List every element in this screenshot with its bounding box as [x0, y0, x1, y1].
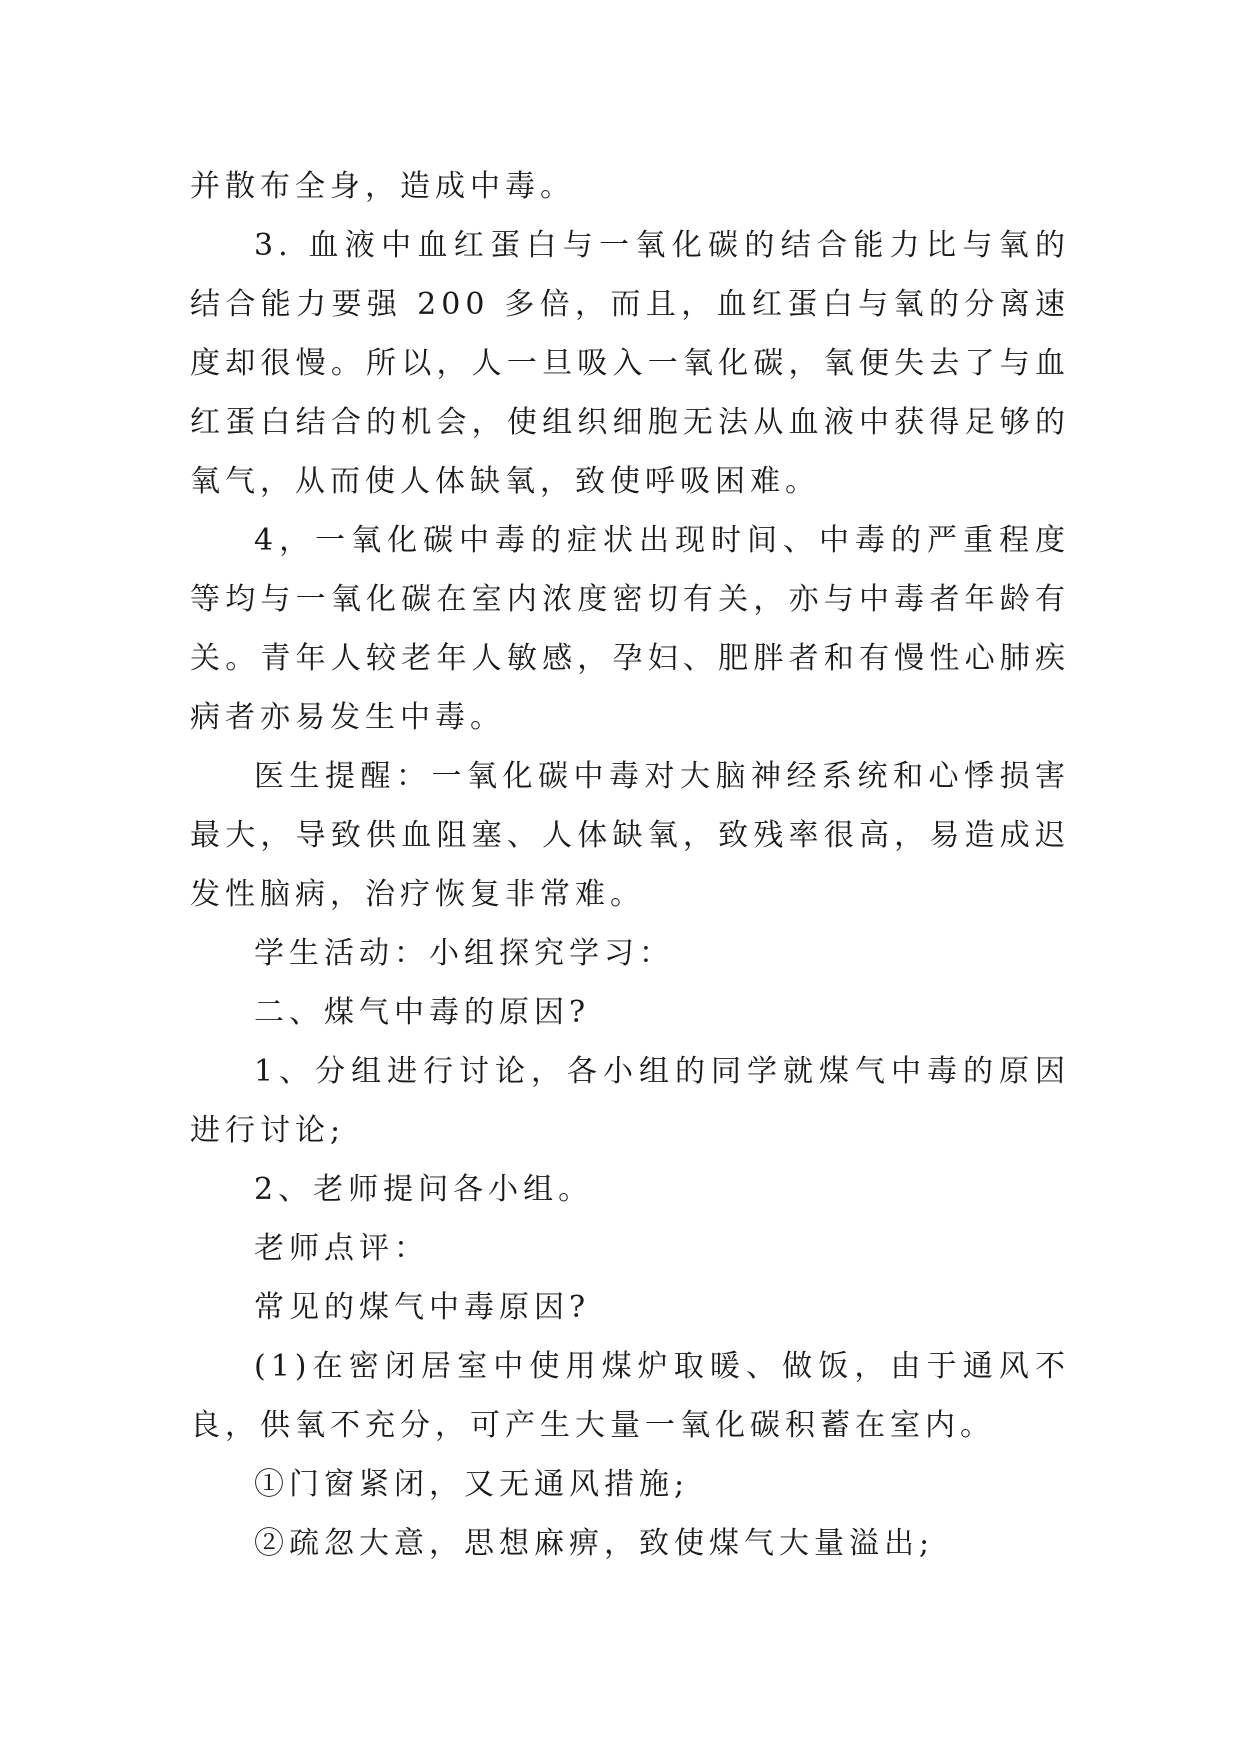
paragraph-teacher-comment: 老师点评：: [254, 1231, 429, 1266]
paragraph-doctor-reminder: 医生提醒：一氧化碳中毒对大脑神经系统和心悸损害最大，导致供血阻塞、人体缺氧，致残率很高，易造成迟发性脑病，治疗恢复非常难。: [190, 759, 1070, 912]
list-item-circled-1: ①门窗紧闭，又无通风措施;: [254, 1467, 690, 1502]
paragraph-step-1: 1、分组进行讨论，各小组的同学就煤气中毒的原因进行讨论;: [190, 1054, 1070, 1148]
list-item-circled-2: ②疏忽大意，思想麻痹，致使煤气大量溢出;: [254, 1526, 935, 1561]
paragraph-point-4: 4，一氧化碳中毒的症状出现时间、中毒的严重程度等均与一氧化碳在室内浓度密切有关，亦与中毒者年龄有关。青年人较老年人敏感，孕妇、肥胖者和有慢性心肺疾病者亦易发生中毒。: [190, 523, 1070, 735]
paragraph-point-3: 3. 血液中血红蛋白与一氧化碳的结合能力比与氧的结合能力要强 200 多倍，而且，血红蛋白与氧的分离速度却很慢。所以，人一旦吸入一氧化碳，氧便失去了与血红蛋白结合的机会，使组织细胞无法从血液中获得足够的氧气，从而使人体缺氧，致使呼吸困难。: [190, 228, 1070, 499]
section-heading-causes: 二、煤气中毒的原因?: [254, 995, 591, 1030]
document-body: [190, 157, 1070, 1573]
paragraph-common-causes: 常见的煤气中毒原因?: [254, 1290, 591, 1325]
paragraph-step-2: 2、老师提问各小组。: [254, 1172, 594, 1207]
paragraph-continuation: 并散布全身，造成中毒。: [190, 169, 575, 204]
paragraph-cause-1: (1)在密闭居室中使用煤炉取暖、做饭，由于通风不良，供氧不充分，可产生大量一氧化碳积蓄在室内。: [190, 1349, 1070, 1443]
paragraph-student-activity: 学生活动：小组探究学习：: [254, 936, 674, 971]
